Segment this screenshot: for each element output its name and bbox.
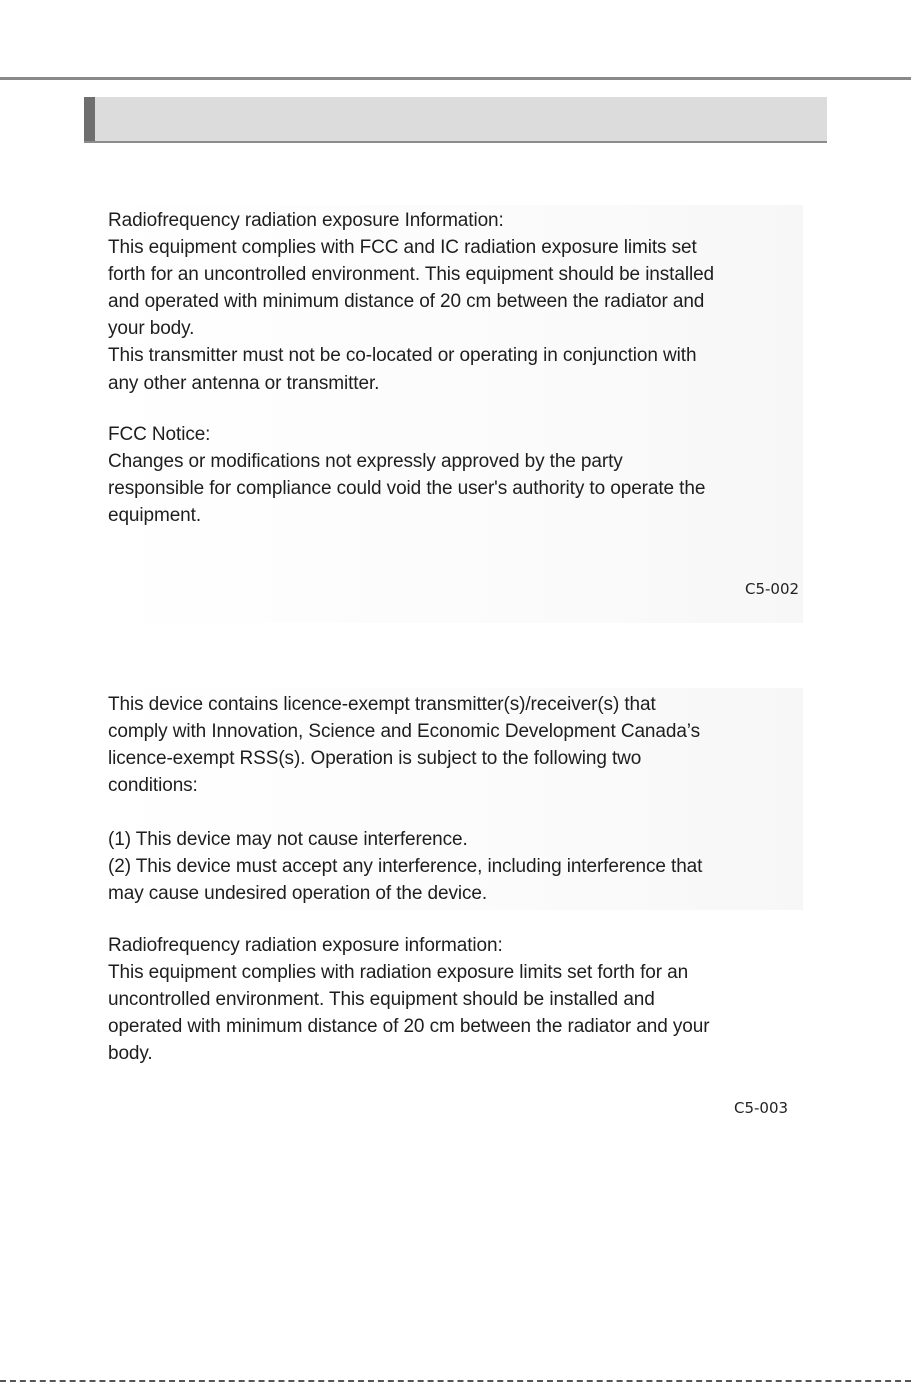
document-code-c5-003: C5-003 <box>734 1099 789 1117</box>
fcc-notice-paragraph: FCC Notice: Changes or modifications not expressly approved by the party responsible for compliance could void the user's authority to operate the equipment. <box>108 424 706 527</box>
footer-divider <box>0 1380 911 1382</box>
ised-conditions-paragraph: (1) This device may not cause interference. (2) This device must accept any interference, including interference that may cause undesired operation of the device. <box>108 829 703 905</box>
rf-exposure-paragraph: Radiofrequency radiation exposure Information: This equipment complies with FCC and IC radiation exposure limits set forth for an uncontrolled environment. This equipment should be installed and operated with minimum distance of 20 cm between the radiator and your body. This transmitter must not be co-located or operating in conjunction with any other antenna or transmitter. <box>108 210 714 394</box>
ised-rf-exposure-paragraph: Radiofrequency radiation exposure information: This equipment complies with radiation exposure limits set forth for an uncontrolled environment. This equipment should be installed and operated with minimum distance of 20 cm between the radiator and your body. <box>108 935 710 1065</box>
document-code-c5-002: C5-002 <box>745 580 800 598</box>
header-divider <box>0 77 911 80</box>
section-heading-accent <box>84 97 95 141</box>
ised-compliance-paragraph: This device contains licence-exempt transmitter(s)/receiver(s) that comply with Innovation, Science and Economic Development Canada’s licence-exempt RSS(s). Operation is subject to the following two conditions: <box>108 694 700 797</box>
section-heading-bar <box>84 97 827 143</box>
